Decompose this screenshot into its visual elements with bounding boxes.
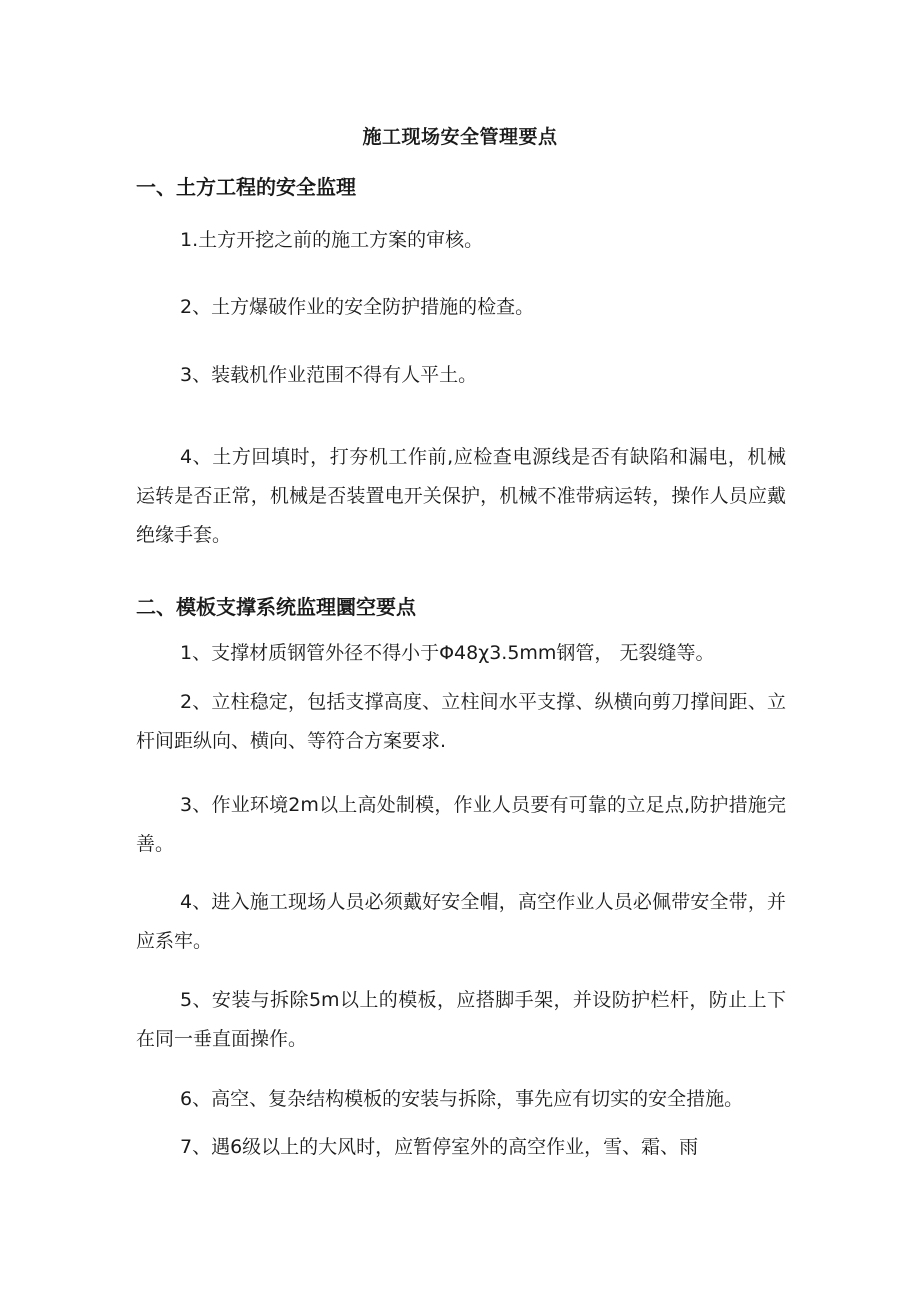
list-item: 1、支撑材质钢管外径不得小于Φ48χ3.5mm钢管， 无裂缝等。 — [180, 642, 715, 664]
list-item: 4、土方回填时，打夯机工作前,应检查电源线是否有缺陷和漏电，机械运转是否正常，机械是否装置电开关保护，机械不准带病运转，操作人员应戴绝缘手套。 — [136, 446, 786, 546]
list-item: 7、遇6级以上的大风时，应暂停室外的高空作业，雪、霜、雨 — [180, 1136, 699, 1158]
list-item: 3、装载机作业范围不得有人平土。 — [180, 364, 478, 386]
list-item: 6、高空、复杂结构模板的安装与拆除，事先应有切实的安全措施。 — [180, 1088, 744, 1110]
document-title: 施工现场安全管理要点 — [362, 126, 558, 148]
list-item: 1.土方开挖之前的施工方案的审核。 — [180, 229, 484, 251]
list-item: 5、安装与拆除5m以上的模板，应搭脚手架，并设防护栏杆，防止上下在同一垂直面操作。 — [136, 989, 786, 1050]
list-item: 2、土方爆破作业的安全防护措施的检查。 — [180, 296, 535, 318]
list-item: 4、进入施工现场人员必须戴好安全帽，高空作业人员必佩带安全带，并应系牢。 — [136, 891, 786, 952]
list-item: 2、立柱稳定，包括支撑高度、立柱间水平支撑、纵横向剪刀撑间距、立杆间距纵向、横向、等符合方案要求. — [136, 691, 786, 752]
list-item: 3、作业环境2m以上高处制模，作业人员要有可靠的立足点,防护措施完善。 — [136, 794, 786, 855]
section-heading-earthwork: 一、土方工程的安全监理 — [136, 175, 356, 199]
section-heading-formwork: 二、模板支撑系统监理圜空要点 — [136, 595, 416, 619]
